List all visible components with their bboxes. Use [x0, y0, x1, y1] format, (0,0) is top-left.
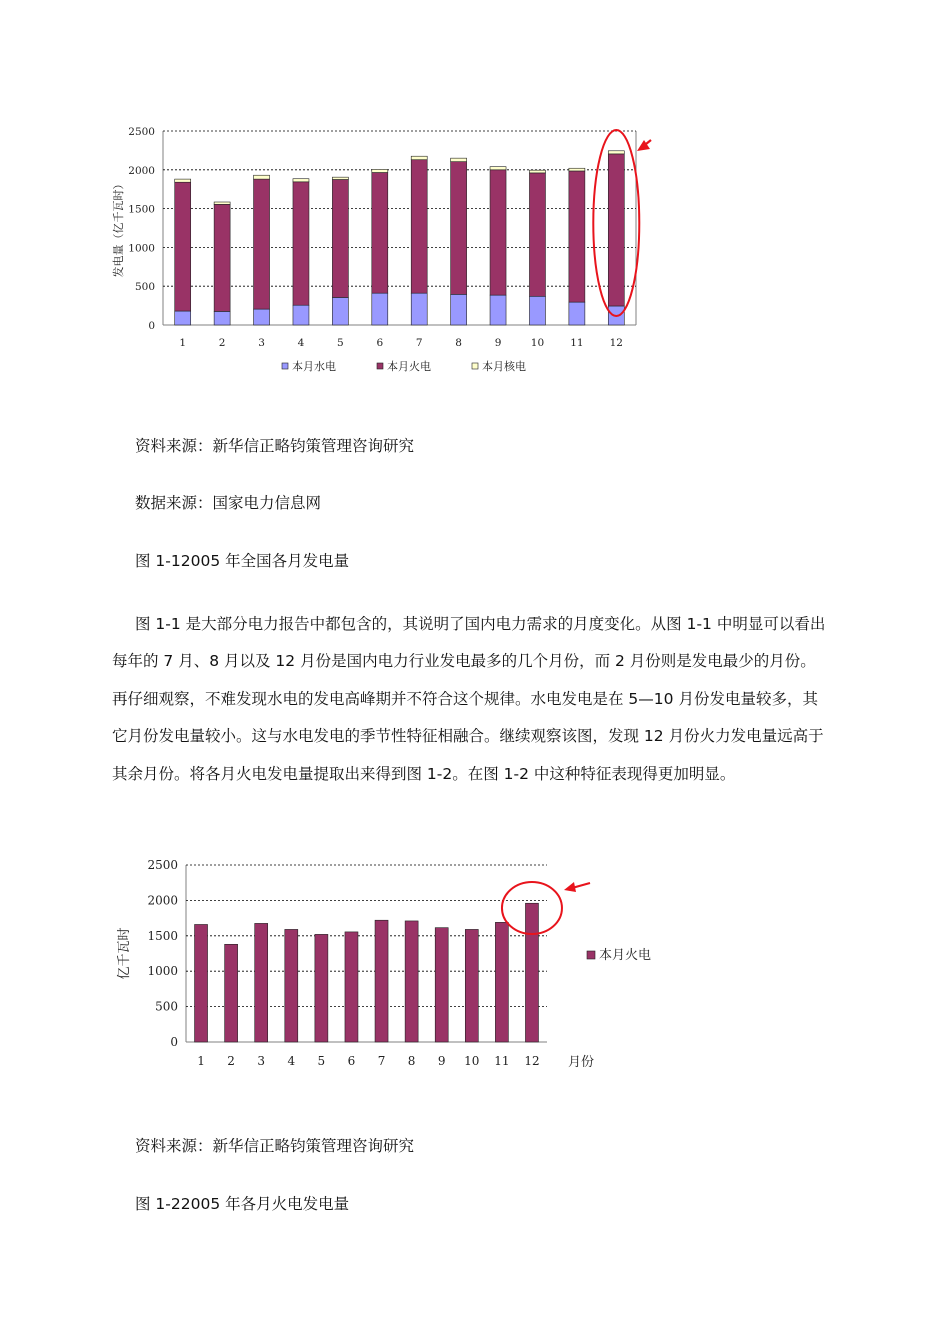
x-tick-label: 12 [609, 337, 623, 349]
bar [405, 921, 418, 1042]
chart-monthly-generation [110, 118, 670, 380]
bar [345, 932, 358, 1042]
bar [332, 177, 348, 179]
bar [372, 293, 388, 325]
bar [315, 934, 328, 1042]
bar [451, 162, 467, 295]
bar [495, 922, 508, 1042]
bar [569, 171, 585, 302]
bar [529, 296, 545, 325]
x-tick-label: 6 [376, 337, 384, 349]
bar [529, 170, 545, 173]
x-tick-label: 12 [524, 1054, 540, 1068]
legend-label: 本月水电 [292, 360, 336, 373]
x-tick-label: 10 [530, 337, 545, 349]
y-axis-title: 亿千瓦时 [117, 927, 132, 980]
bar [465, 929, 478, 1042]
x-tick-label: 1 [179, 337, 187, 349]
bar [372, 169, 388, 172]
bar [254, 175, 270, 179]
x-tick-label: 9 [437, 1054, 446, 1068]
x-tick-label: 4 [297, 337, 305, 349]
bar [293, 182, 309, 305]
bar [569, 302, 585, 325]
bar [411, 156, 427, 159]
bar [293, 179, 309, 182]
bar [608, 151, 624, 154]
x-tick-label: 3 [258, 337, 265, 349]
bar [214, 202, 230, 204]
bar [529, 173, 545, 296]
legend-swatch [377, 363, 383, 369]
bar [608, 154, 624, 306]
legend-swatch [282, 363, 288, 369]
arrow-head [564, 882, 576, 892]
y-tick-label: 500 [134, 281, 155, 294]
bar [293, 305, 309, 325]
x-axis-title: 月份 [568, 1055, 595, 1070]
y-tick-label: 1000 [128, 242, 155, 255]
bar [255, 923, 268, 1042]
bar [451, 158, 467, 161]
x-tick-label: 5 [317, 1054, 326, 1068]
data-source-note: 数据来源：国家电力信息网 [135, 494, 322, 512]
source-note-2: 资料来源：新华信正略钧策管理咨询研究 [135, 1137, 415, 1155]
bar [225, 944, 238, 1042]
x-tick-label: 2 [218, 337, 226, 349]
x-tick-label: 11 [570, 337, 584, 349]
y-tick-label: 1000 [147, 964, 178, 979]
bar [372, 173, 388, 294]
y-tick-label: 1500 [128, 203, 155, 216]
y-tick-label: 2500 [147, 858, 178, 872]
bar [214, 204, 230, 311]
bar [254, 309, 270, 325]
x-tick-label: 7 [377, 1054, 386, 1068]
bar [490, 170, 506, 295]
legend-swatch [587, 951, 595, 959]
x-tick-label: 1 [197, 1054, 205, 1068]
bar [375, 920, 388, 1042]
x-tick-label: 11 [494, 1054, 510, 1068]
bar [451, 294, 467, 325]
bar [435, 928, 448, 1042]
bar [525, 903, 538, 1042]
x-tick-label: 9 [494, 337, 502, 349]
x-tick-label: 8 [455, 337, 462, 349]
bar [175, 182, 191, 311]
bar [332, 297, 348, 325]
bar [490, 295, 506, 325]
source-note-1: 资料来源：新华信正略钧策管理咨询研究 [135, 437, 415, 455]
x-tick-label: 8 [407, 1054, 416, 1068]
bar [195, 924, 208, 1042]
bar [254, 179, 270, 309]
figure-caption-2: 图 1-22005 年各月火电发电量 [135, 1195, 350, 1213]
x-tick-label: 6 [347, 1054, 356, 1068]
y-tick-label: 2000 [147, 893, 178, 908]
bar [175, 179, 191, 182]
x-tick-label: 7 [415, 337, 423, 349]
bar [175, 311, 191, 325]
y-tick-label: 2500 [128, 126, 155, 138]
x-tick-label: 10 [464, 1054, 480, 1068]
figure-caption-1: 图 1-12005 年全国各月发电量 [135, 552, 350, 570]
y-tick-label: 0 [148, 320, 155, 332]
bar [411, 160, 427, 293]
legend-label: 本月火电 [599, 948, 652, 963]
legend-swatch [472, 363, 478, 369]
bar [285, 929, 298, 1042]
x-tick-label: 4 [287, 1054, 296, 1068]
bar [411, 293, 427, 325]
body-paragraph: 图 1-1 是大部分电力报告中都包含的，其说明了国内电力需求的月度变化。从图 1-1 中明显可以看出每年的 7 月、8 月以及 12 月份是国内电力行业发电最多的几个月份，而 2 月份则是发电最少的月份。再仔细观察，不难发现水电的发电高峰期并不符合这个规律。水电发电是在 5—10 月份发电量较多，其它月份发电量较小。这与水电发电的季节性特征相融合。继续观察该图，发现 12 月份火力发电量远高于其余月份。将各月火电发电量提取出来得到图 1-2。在图 1-2 中这种特征表现得更加明显。 [112, 615, 826, 783]
chart-thermal-generation [110, 852, 670, 1080]
legend-label: 本月火电 [387, 360, 431, 373]
y-tick-label: 0 [170, 1035, 178, 1049]
y-tick-label: 2000 [128, 164, 155, 177]
y-tick-label: 1500 [147, 928, 178, 943]
y-tick-label: 500 [155, 999, 178, 1014]
bar [214, 311, 230, 325]
bar [569, 168, 585, 171]
bar [332, 180, 348, 298]
legend-label: 本月核电 [482, 360, 526, 373]
bar [490, 167, 506, 170]
x-tick-label: 2 [227, 1054, 235, 1068]
x-tick-label: 3 [257, 1054, 266, 1068]
x-tick-label: 5 [337, 337, 344, 349]
y-axis-title: 发电量（亿千瓦时） [112, 178, 125, 278]
